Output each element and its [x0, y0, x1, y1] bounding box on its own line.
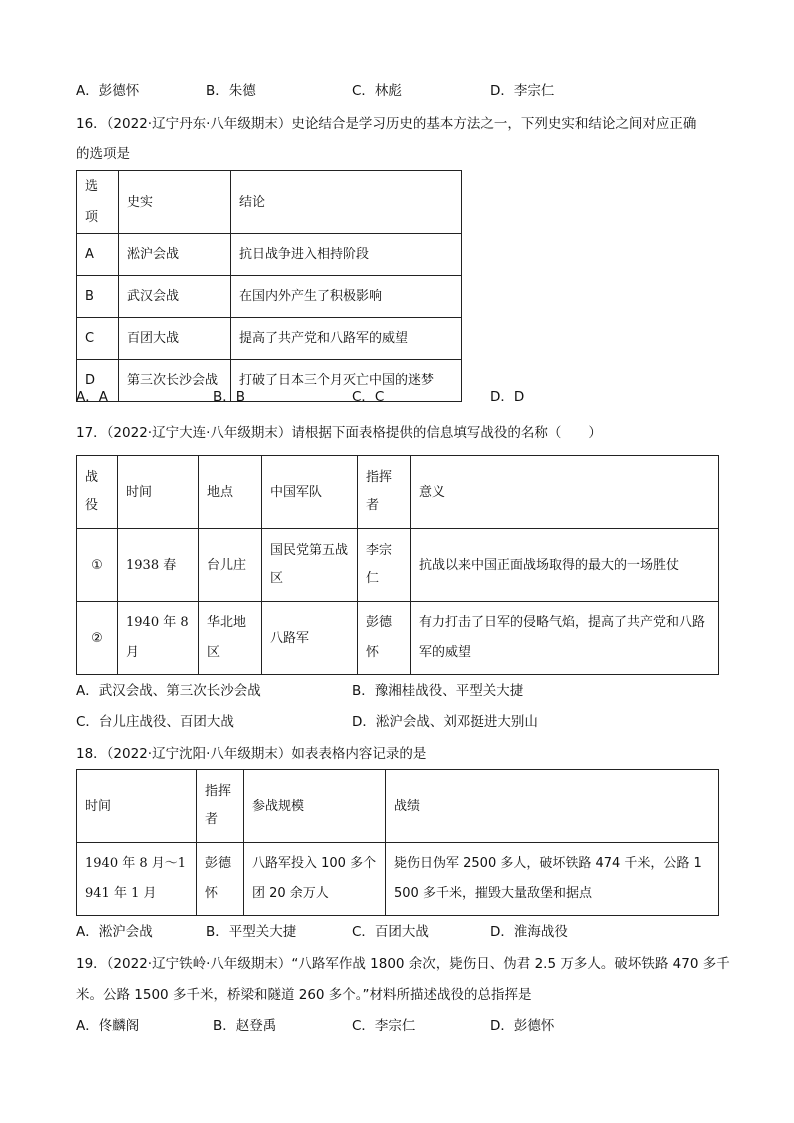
table-row: [77, 360, 462, 402]
header-cell: 参战规模: [244, 770, 386, 843]
option-a[interactable]: A．彭德怀: [76, 83, 140, 99]
option-d[interactable]: D．彭德怀: [490, 1018, 555, 1034]
option-a[interactable]: A．淞沪会战: [76, 924, 153, 940]
table-cell: 武汉会战: [119, 276, 231, 318]
table-row: [77, 234, 462, 276]
table-header-row: [77, 770, 719, 843]
table-header-row: [77, 171, 462, 234]
header-cell: 选项: [77, 171, 119, 234]
option-a[interactable]: A．佟麟阁: [76, 1018, 140, 1034]
table-row: [77, 318, 462, 360]
table-cell: 华北地区: [199, 602, 262, 675]
header-cell: 时间: [77, 770, 197, 843]
header-cell: 意义: [411, 456, 719, 529]
table-cell: 八路军投入 100 多个团 20 余万人: [244, 843, 386, 916]
table-row: [77, 602, 719, 675]
table-cell: 抗战以来中国正面战场取得的最大的一场胜仗: [411, 529, 719, 602]
table-cell: A: [77, 234, 119, 276]
table-cell: 淞沪会战: [119, 234, 231, 276]
table-cell: 1940 年 8 月: [118, 602, 199, 675]
option-c[interactable]: C．C: [352, 389, 385, 405]
q17-stem: 17．（2022·辽宁大连·八年级期末）请根据下面表格提供的信息填写战役的名称（ ）: [76, 425, 602, 441]
q18-stem: 18．（2022·辽宁沈阳·八年级期末）如表表格内容记录的是: [76, 746, 427, 762]
q18-table: [76, 769, 719, 916]
option-b[interactable]: B．豫湘桂战役、平型关大捷: [352, 683, 524, 699]
table-cell: 国民党第五战区: [262, 529, 358, 602]
table-header-row: [77, 456, 719, 529]
option-a[interactable]: A．武汉会战、第三次长沙会战: [76, 683, 261, 699]
option-d[interactable]: D．D: [490, 389, 525, 405]
table-row: [77, 843, 719, 916]
table-cell: ②: [77, 602, 118, 675]
q16-table: [76, 170, 462, 402]
option-b[interactable]: B．B: [213, 389, 246, 405]
option-d[interactable]: D．淮海战役: [490, 924, 568, 940]
q16-stem-line1: 16．（2022·辽宁丹东·八年级期末）史论结合是学习历史的基本方法之一，下列史实和结论之间对应正确: [76, 116, 697, 132]
table-cell: ①: [77, 529, 118, 602]
table-cell: D: [77, 360, 119, 402]
table-cell: 彭德怀: [358, 602, 411, 675]
option-b[interactable]: B．赵登禹: [213, 1018, 277, 1034]
option-c[interactable]: C．李宗仁: [352, 1018, 416, 1034]
table-cell: 毙伤日伪军 2500 多人，破坏铁路 474 千米，公路 1500 多千米，摧毁大量敌堡和据点: [386, 843, 719, 916]
header-cell: 结论: [231, 171, 462, 234]
table-cell: 百团大战: [119, 318, 231, 360]
header-cell: 中国军队: [262, 456, 358, 529]
table-cell: 在国内外产生了积极影响: [231, 276, 462, 318]
table-cell: 1938 春: [118, 529, 199, 602]
table-row: [77, 529, 719, 602]
table-cell: 打破了日本三个月灭亡中国的迷梦: [231, 360, 462, 402]
table-cell: 第三次长沙会战: [119, 360, 231, 402]
q19-stem-line1: 19．（2022·辽宁铁岭·八年级期末）“八路军作战 1800 余次，毙伤日、伪君 2.5 万多人。破坏铁路 470 多千: [76, 956, 730, 972]
table-cell: B: [77, 276, 119, 318]
option-c[interactable]: C．百团大战: [352, 924, 429, 940]
option-b[interactable]: B．朱德: [206, 83, 256, 99]
header-cell: 地点: [199, 456, 262, 529]
table-cell: 彭德怀: [197, 843, 244, 916]
table-cell: 提高了共产党和八路军的威望: [231, 318, 462, 360]
option-c[interactable]: C．林彪: [352, 83, 402, 99]
table-cell: 八路军: [262, 602, 358, 675]
q16-stem-line2: 的选项是: [76, 146, 130, 162]
table-cell: C: [77, 318, 119, 360]
option-c[interactable]: C．台儿庄战役、百团大战: [76, 714, 234, 730]
header-cell: 史实: [119, 171, 231, 234]
q17-table: [76, 455, 719, 675]
table-cell: 有力打击了日军的侵略气焰，提高了共产党和八路军的威望: [411, 602, 719, 675]
table-cell: 李宗仁: [358, 529, 411, 602]
option-b[interactable]: B．平型关大捷: [206, 924, 297, 940]
header-cell: 时间: [118, 456, 199, 529]
option-d[interactable]: D．淞沪会战、刘邓挺进大别山: [352, 714, 538, 730]
header-cell: 指挥者: [197, 770, 244, 843]
option-d[interactable]: D．李宗仁: [490, 83, 555, 99]
table-cell: 台儿庄: [199, 529, 262, 602]
header-cell: 战绩: [386, 770, 719, 843]
table-row: [77, 276, 462, 318]
header-cell: 指挥者: [358, 456, 411, 529]
table-cell: 抗日战争进入相持阶段: [231, 234, 462, 276]
q19-stem-line2: 米。公路 1500 多千米，桥梁和隧道 260 多个。”材料所描述战役的总指挥是: [76, 987, 532, 1003]
header-cell: 战役: [77, 456, 118, 529]
option-a[interactable]: A．A: [76, 389, 108, 405]
table-cell: 1940 年 8 月～1941 年 1 月: [77, 843, 197, 916]
